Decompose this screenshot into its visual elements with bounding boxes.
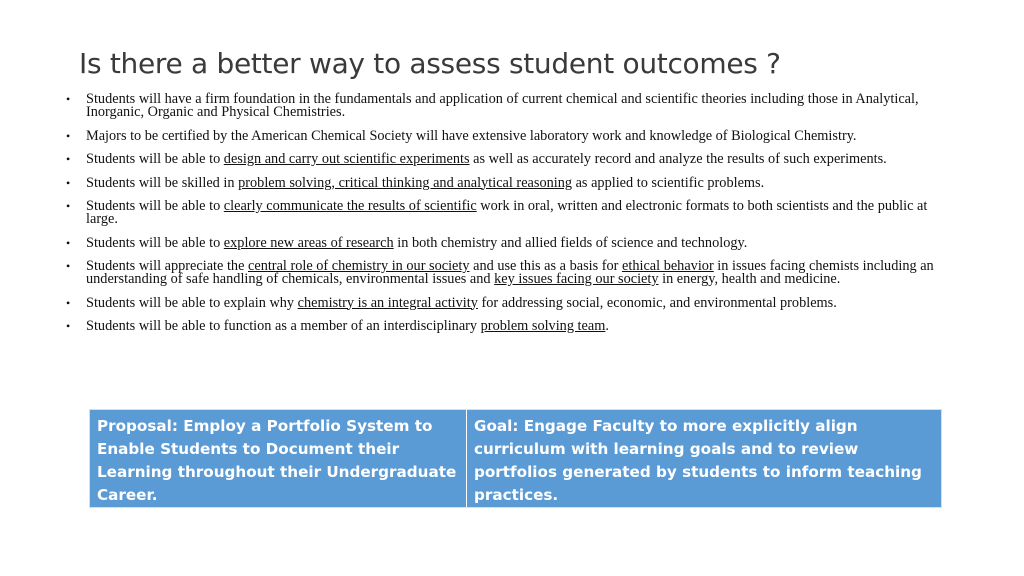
outcome-text: Students will be able to function as a member of an interdisciplinary — [86, 318, 481, 334]
outcome-text: in energy, health and medicine. — [658, 271, 841, 287]
outcome-item — [66, 234, 946, 251]
outcome-item — [66, 320, 946, 333]
outcome-text: Students will be able to — [86, 151, 224, 167]
outcome-item — [66, 294, 946, 311]
outcome-text: in both chemistry and allied fields of science and technology. — [393, 234, 748, 251]
underlined-phrase: explore new areas of research — [223, 234, 394, 251]
proposal-goal-table — [89, 409, 942, 508]
underlined-phrase: chemistry is an integral activity — [297, 294, 478, 311]
underlined-phrase: problem solving, critical thinking and analytical reasoning — [238, 174, 573, 191]
underlined-phrase: problem solving team — [480, 318, 606, 334]
outcome-text: Students will be able to — [86, 198, 224, 214]
outcome-text: Majors to be certified by the American Chemical Society will have extensive laboratory work and knowledge of Biological Chemistry. — [86, 127, 857, 144]
outcome-item — [66, 127, 946, 144]
outcome-text: . — [605, 318, 609, 334]
outcome-text: Students will be able to — [86, 234, 224, 251]
bullet-marker: • — [66, 295, 71, 310]
bullet-marker: • — [66, 199, 71, 213]
bullet-marker: • — [66, 92, 71, 106]
outcome-item — [66, 174, 946, 191]
outcome-item — [66, 260, 946, 286]
bullet-marker: • — [66, 152, 71, 166]
outcome-text: as applied to scientific problems. — [572, 174, 765, 191]
outcome-text: for addressing social, economic, and environmental problems. — [477, 294, 837, 311]
outcome-text: in issues facing chemists including an understanding of safe handling of chemicals, environmental issues and — [86, 258, 934, 287]
outcomes-list — [66, 93, 946, 344]
underlined-phrase: design and carry out scientific experiments — [223, 151, 470, 167]
outcome-text: Students will have a firm foundation in the fundamentals and application of current chemical and scientific theories including those in Analytical, Inorganic, Organic and Physical Chemistries. — [86, 91, 919, 120]
slide-title: Is there a better way to assess student outcomes ? — [79, 47, 781, 80]
underlined-phrase: ethical behavior — [622, 258, 714, 274]
outcome-item — [66, 153, 946, 166]
goal-cell: Goal: Engage Faculty to more explicitly align curriculum with learning goals and to review portfolios generated by students to inform teaching practices. — [474, 417, 922, 504]
underlined-phrase: key issues facing our society — [494, 271, 659, 287]
underlined-phrase: clearly communicate the results of scientific — [223, 198, 477, 214]
proposal-cell: Proposal: Employ a Portfolio System to Enable Students to Document their Learning throughout their Undergraduate Career. — [90, 410, 467, 507]
outcome-item — [66, 200, 946, 226]
bullet-marker: • — [66, 175, 71, 190]
bullet-marker: • — [66, 128, 71, 143]
bullet-marker: • — [66, 235, 71, 250]
outcome-text: as well as accurately record and analyze the results of such experiments. — [469, 151, 887, 167]
bullet-marker: • — [66, 259, 71, 273]
underlined-phrase: central role of chemistry in our society — [248, 258, 470, 274]
outcome-item — [66, 93, 946, 119]
outcome-text: Students will be able to explain why — [86, 294, 298, 311]
outcome-text: Students will appreciate the — [86, 258, 248, 274]
bullet-marker: • — [66, 319, 71, 333]
outcome-text: Students will be skilled in — [86, 174, 239, 191]
outcome-text: work in oral, written and electronic formats to both scientists and the public at large. — [86, 198, 928, 227]
outcome-text: and use this as a basis for — [469, 258, 623, 274]
